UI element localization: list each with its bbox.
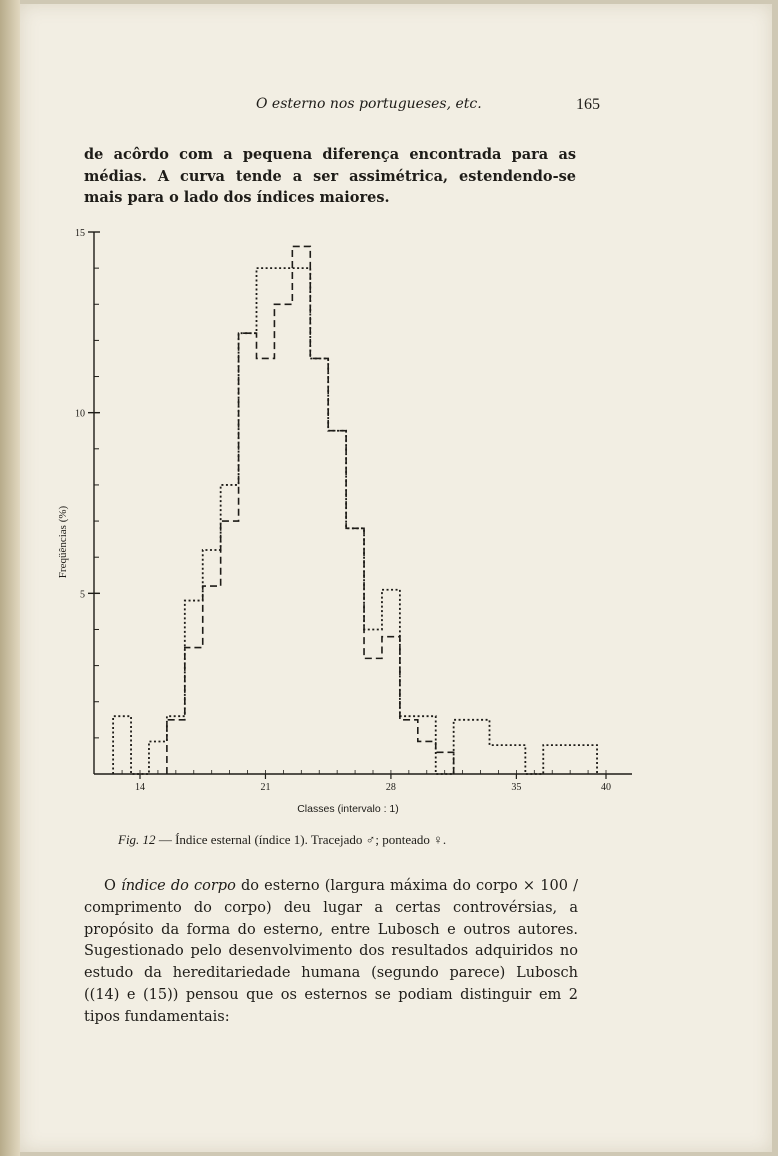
x-tick-label: 40	[601, 782, 611, 793]
x-tick-label: 35	[511, 782, 522, 793]
page-number: 165	[576, 96, 600, 113]
figure-caption-text: — Índice esternal (índice 1). Tracejado ♂; ponteado ♀.	[155, 832, 447, 847]
histogram-bar	[400, 720, 418, 774]
histogram-bar	[113, 716, 131, 774]
histogram-bar	[185, 601, 203, 774]
histogram-bar	[543, 745, 561, 774]
y-tick-label: 15	[75, 228, 85, 239]
histogram-series-female-dotted	[113, 268, 597, 774]
histogram-bar	[274, 268, 292, 774]
histogram-bar	[490, 745, 508, 774]
paragraph-bottom	[84, 876, 578, 1029]
histogram-figure	[40, 222, 640, 822]
histogram-bar	[328, 431, 346, 774]
paragraph-bottom-start: O	[104, 878, 122, 894]
histogram-bar	[239, 333, 257, 774]
histogram-bar	[346, 528, 364, 774]
histogram-bar	[274, 304, 292, 774]
chart-ticks	[75, 228, 611, 793]
chart-axes	[94, 232, 632, 774]
x-tick-label: 28	[385, 782, 396, 793]
x-axis-label: Classes (intervalo : 1)	[297, 803, 399, 815]
histogram-bar	[239, 333, 257, 774]
histogram-bar	[382, 637, 400, 774]
histogram-series-male-dashed	[167, 246, 454, 774]
histogram-bar	[418, 741, 436, 774]
histogram-bar	[292, 246, 310, 774]
histogram-bar	[454, 720, 472, 774]
y-tick-label: 10	[75, 408, 85, 420]
histogram-bar	[364, 658, 382, 774]
histogram-bar	[328, 431, 346, 774]
histogram-bar	[472, 720, 490, 774]
histogram-bar	[185, 648, 203, 774]
x-tick-label: 14	[135, 782, 145, 793]
histogram-bar	[310, 358, 328, 774]
histogram-bar	[561, 745, 579, 774]
histogram-bar	[418, 716, 436, 774]
histogram-bar	[507, 745, 525, 774]
page-header	[70, 96, 600, 120]
histogram-bar	[257, 268, 275, 774]
paragraph-bottom-emphasis: índice do corpo	[121, 878, 236, 894]
paragraph-bottom-rest: do esterno (largura máxima do corpo × 100 / comprimento do corpo) deu lugar a certas controvérsias, a propósito da forma do esterno, entre Lubosch e outros autores. Sugestionado pelo desenvolvimento dos resultados adquiridos no estudo da hereditariedade humana (segundo parece) Lubosch ((14) e (15)) pensou que os esternos se podiam distinguir em 2 tipos fundamentais:	[84, 878, 578, 1025]
histogram-bar	[579, 745, 597, 774]
histogram-bar	[382, 590, 400, 774]
histogram-bar	[203, 550, 221, 774]
histogram-bar	[221, 485, 239, 774]
histogram-bar	[400, 716, 418, 774]
histogram-bar	[167, 716, 185, 774]
figure-number: Fig. 12	[118, 832, 156, 847]
histogram-bar	[149, 741, 167, 774]
y-axis-label: Freqüências (%)	[57, 505, 69, 579]
histogram-bar	[292, 268, 310, 774]
histogram-bar	[221, 521, 239, 774]
book-spine	[0, 0, 20, 1156]
y-tick-label: 5	[80, 589, 85, 601]
histogram-bar	[167, 720, 185, 774]
histogram-chart	[40, 222, 640, 822]
histogram-bar	[364, 629, 382, 774]
histogram-bar	[203, 586, 221, 774]
histogram-bar	[257, 358, 275, 774]
running-title: O esterno nos portugueses, etc.	[256, 96, 482, 112]
paragraph-top: de acôrdo com a pequena diferença encontrada para as médias. A curva tende a ser assimétrica, estendendo-se mais para o lado dos índices maiores.	[84, 146, 576, 206]
histogram-bar	[310, 358, 328, 774]
figure-caption	[118, 832, 558, 848]
chart-series	[113, 246, 597, 774]
histogram-bar	[346, 528, 364, 774]
x-tick-label: 21	[260, 782, 271, 793]
